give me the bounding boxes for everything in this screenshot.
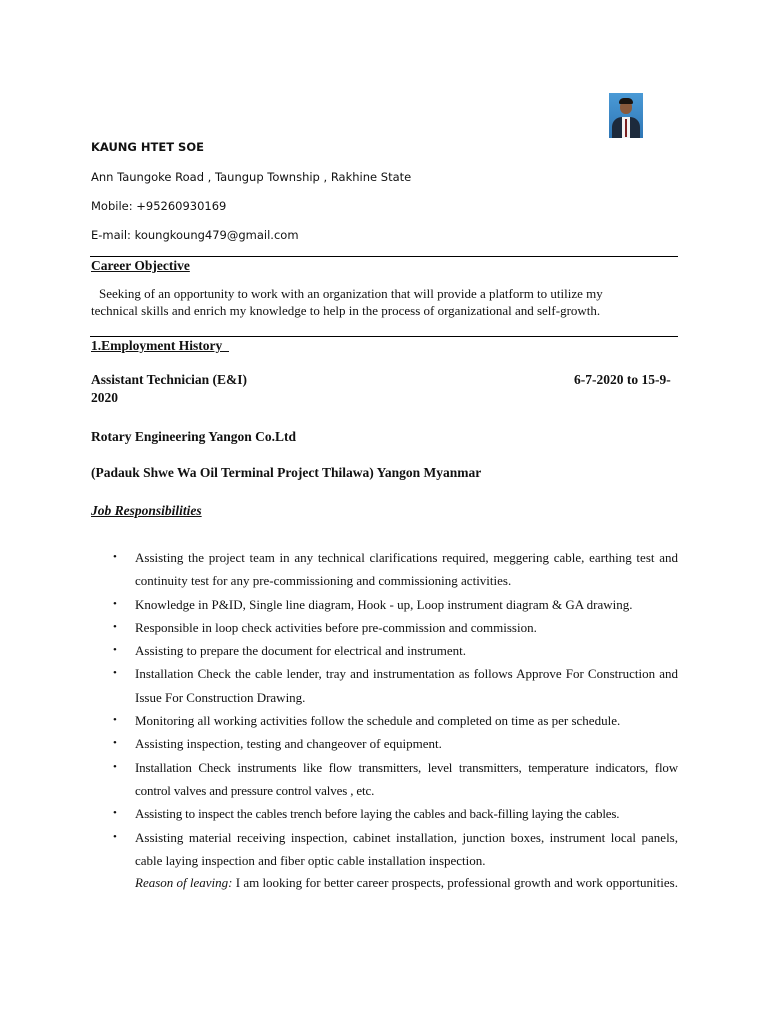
profile-photo	[609, 93, 643, 138]
bullet-icon: •	[113, 597, 117, 610]
bullet-icon: •	[113, 807, 117, 820]
bullet-icon: •	[113, 551, 117, 563]
list-item: • Assisting the project team in any technical clarifications required, meggering cable, earthing test and continuity test for any pre-commissioning and commissioning activities.	[113, 546, 678, 593]
list-item: • Installation Check instruments like flow transmitters, level transmitters, temperature indicators, flow control valves and pressure control valves , etc.	[113, 756, 678, 803]
bullet-icon: •	[113, 644, 117, 657]
list-item: • Responsible in loop check activities before pre-commission and commission.	[113, 616, 678, 639]
list-item: • Installation Check the cable lender, tray and instrumentation as follows Approve For Construction and Issue For Construction Drawing.	[113, 662, 678, 709]
responsibilities-list	[113, 546, 678, 872]
list-item: • Assisting material receiving inspection, cabinet installation, junction boxes, instrument local panels, cable laying inspection and fiber optic cable installation inspection.	[113, 826, 678, 873]
candidate-name: KAUNG HTET SOE	[91, 140, 204, 154]
employment-history-heading: 1.Employment History	[91, 338, 229, 353]
mobile-number: Mobile: +95260930169	[91, 199, 227, 213]
bullet-icon: •	[113, 830, 117, 843]
divider	[90, 256, 678, 257]
reason-of-leaving	[135, 871, 678, 895]
bullet-icon: •	[113, 737, 117, 750]
job-dates: 6-7-2020 to 15-9-	[574, 372, 671, 387]
list-item: • Knowledge in P&ID, Single line diagram, Hook - up, Loop instrument diagram & GA drawing.	[113, 593, 678, 616]
bullet-icon: •	[113, 714, 117, 727]
list-item: • Assisting inspection, testing and changeover of equipment.	[113, 732, 678, 755]
reason-label: Reason of leaving:	[135, 875, 233, 890]
list-item: • Assisting to inspect the cables trench before laying the cables and back-filling laying the cables.	[113, 802, 678, 825]
divider	[90, 336, 678, 337]
reason-text: I am looking for better career prospects, professional growth and work opportunities.	[232, 875, 678, 890]
job-title: Assistant Technician (E&I)	[91, 372, 248, 387]
list-item: • Assisting to prepare the document for electrical and instrument.	[113, 639, 678, 662]
email-address: E-mail: koungkoung479@gmail.com	[91, 228, 299, 242]
objective-line: Seeking of an opportunity to work with an organization that will provide a platform to utilize my	[99, 286, 603, 301]
bullet-icon: •	[113, 667, 117, 680]
project-name: (Padauk Shwe Wa Oil Terminal Project Thilawa) Yangon Myanmar	[91, 465, 482, 480]
career-objective-heading: Career Objective	[91, 258, 190, 273]
job-dates-continued: 2020	[91, 390, 118, 405]
bullet-icon: •	[113, 760, 117, 773]
address: Ann Taungoke Road , Taungup Township , Rakhine State	[91, 170, 412, 184]
job-responsibilities-heading: Job Responsibilities	[91, 503, 202, 518]
objective-line: technical skills and enrich my knowledge to help in the process of organizational and self-growth.	[91, 303, 601, 318]
bullet-icon: •	[113, 620, 117, 633]
career-objective-text	[91, 285, 637, 319]
list-item: • Monitoring all working activities follow the schedule and completed on time as per schedule.	[113, 709, 678, 732]
company-name: Rotary Engineering Yangon Co.Ltd	[91, 429, 297, 444]
